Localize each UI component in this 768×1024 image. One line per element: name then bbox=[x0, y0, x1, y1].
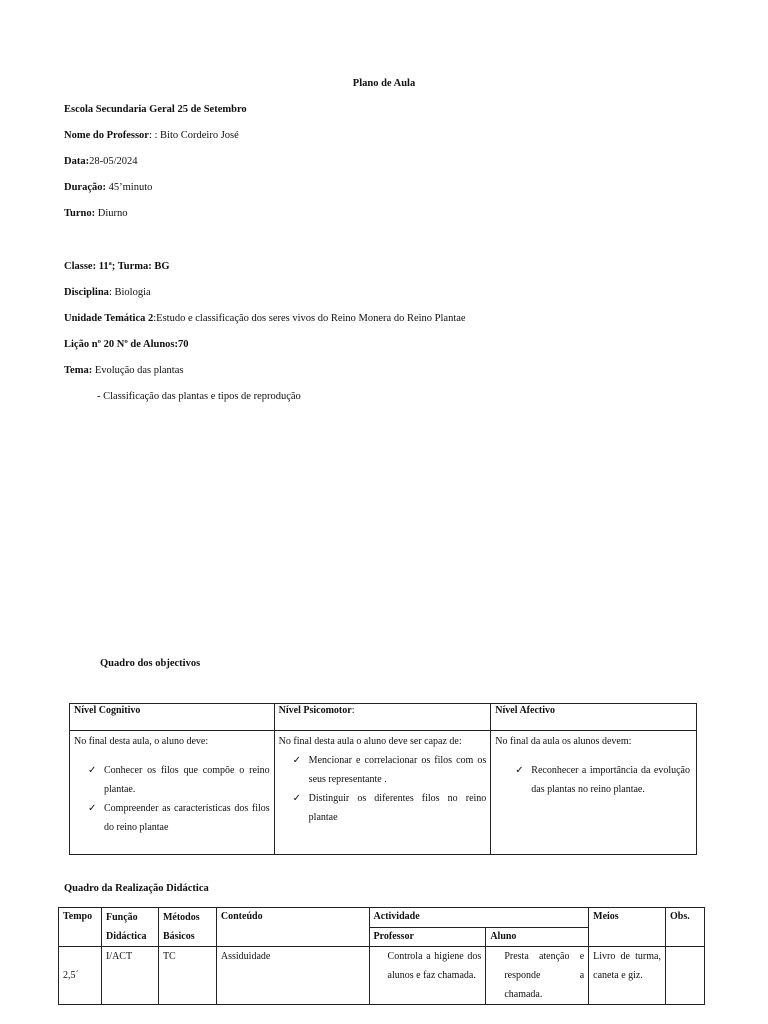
header-actividade: Actividade bbox=[369, 908, 589, 928]
check-icon: ✓ bbox=[515, 765, 524, 776]
header-psychomotor: Nível Psicomotor: bbox=[274, 704, 491, 731]
table-header-row bbox=[59, 908, 705, 928]
header-funcao: Função Didáctica bbox=[101, 908, 158, 947]
duration-value: 45’minuto bbox=[106, 182, 153, 193]
cell-obs bbox=[665, 947, 704, 1005]
check-icon: ✓ bbox=[292, 793, 302, 804]
shift-label: Turno: bbox=[64, 208, 96, 219]
subject-line bbox=[64, 287, 151, 298]
list-item: ✓ Mencionar e correlacionar os filos com os seus representante . bbox=[279, 751, 487, 789]
cognitive-intro: No final desta aula, o aluno deve: bbox=[74, 736, 209, 747]
psychomotor-intro: No final desta aula o aluno deve ser capaz de: bbox=[278, 736, 462, 747]
header-meios: Meios bbox=[589, 908, 666, 947]
cell-meios: Livro de turma, caneta e giz. bbox=[589, 947, 666, 1005]
teacher-line bbox=[64, 130, 239, 141]
cell-tempo: 2,5´ bbox=[59, 947, 102, 1005]
theme-label: Tema: bbox=[64, 365, 93, 376]
subtheme-line: - Classificação das plantas e tipos de reprodução bbox=[97, 391, 301, 402]
list-item: ✓ Distinguir os diferentes filos no reino plantae bbox=[279, 789, 487, 827]
cognitive-cell bbox=[70, 731, 275, 855]
cell-aluno: Presta atenção e responde a chamada. bbox=[486, 947, 589, 1005]
realization-heading: Quadro da Realização Didáctica bbox=[64, 883, 209, 894]
page-title: Plano de Aula bbox=[352, 78, 416, 89]
cell-professor: Controla a higiene dos alunos e faz chamada. bbox=[369, 947, 486, 1005]
affective-intro: No final da aula os alunos devem: bbox=[495, 736, 632, 747]
subject-label: Disciplina bbox=[64, 287, 109, 298]
check-icon: ✓ bbox=[88, 803, 97, 814]
table-row bbox=[59, 947, 705, 1005]
affective-list bbox=[495, 761, 692, 799]
unit-label: Unidade Temática 2 bbox=[64, 313, 154, 324]
shift-line bbox=[64, 208, 128, 219]
subject-value: : Biologia bbox=[108, 287, 151, 298]
cell-metodos: TC bbox=[158, 947, 216, 1005]
header-obs: Obs. bbox=[665, 908, 704, 947]
list-item: ✓ Conhecer os filos que compõe o reino plantae. bbox=[74, 761, 270, 799]
header-professor: Professor bbox=[369, 927, 486, 947]
cognitive-list bbox=[74, 761, 270, 837]
unit-line bbox=[64, 313, 466, 324]
date-line bbox=[64, 156, 138, 167]
header-cognitive: Nível Cognitivo bbox=[70, 704, 275, 731]
header-aluno: Aluno bbox=[486, 927, 589, 947]
class-line: Classe: 11ª; Turma: BG bbox=[64, 261, 170, 272]
list-item: ✓ Compreender as características dos filos do reino plantae bbox=[74, 799, 270, 837]
date-label: Data: bbox=[64, 156, 90, 167]
psychomotor-list bbox=[279, 751, 487, 827]
cell-funcao: I/ACT bbox=[101, 947, 158, 1005]
cell-conteudo: Assiduidade bbox=[216, 947, 369, 1005]
school-name: Escola Secundaria Geral 25 de Setembro bbox=[64, 104, 247, 115]
check-icon: ✓ bbox=[292, 755, 302, 766]
teacher-value: : : Bito Cordeiro José bbox=[148, 130, 239, 141]
psychomotor-cell bbox=[274, 731, 491, 855]
list-item: ✓ Reconhecer a importância da evolução das plantas no reino plantae. bbox=[495, 761, 692, 799]
objectives-header-row bbox=[70, 704, 697, 731]
objectives-body-row bbox=[70, 731, 697, 855]
theme-value: Evolução das plantas bbox=[92, 365, 184, 376]
date-value: 28-05/2024 bbox=[89, 156, 138, 167]
shift-value: Diurno bbox=[95, 208, 128, 219]
header-affective: Nível Afectivo bbox=[491, 704, 697, 731]
objectives-table bbox=[69, 703, 697, 855]
duration-label: Duração: bbox=[64, 182, 106, 193]
header-conteudo: Conteúdo bbox=[216, 908, 369, 947]
theme-line bbox=[64, 365, 183, 376]
check-icon: ✓ bbox=[88, 765, 97, 776]
affective-cell bbox=[491, 731, 697, 855]
header-metodos: Métodos Básicos bbox=[158, 908, 216, 947]
lesson-line: Lição nº 20 Nº de Alunos:70 bbox=[64, 339, 189, 350]
teacher-label: Nome do Professor bbox=[64, 130, 149, 141]
objectives-heading: Quadro dos objectivos bbox=[100, 658, 201, 669]
header-tempo: Tempo bbox=[59, 908, 102, 947]
duration-line bbox=[64, 182, 152, 193]
realization-table bbox=[58, 907, 705, 1005]
unit-value: :Estudo e classificação dos seres vivos do Reino Monera do Reino Plantae bbox=[153, 313, 466, 324]
